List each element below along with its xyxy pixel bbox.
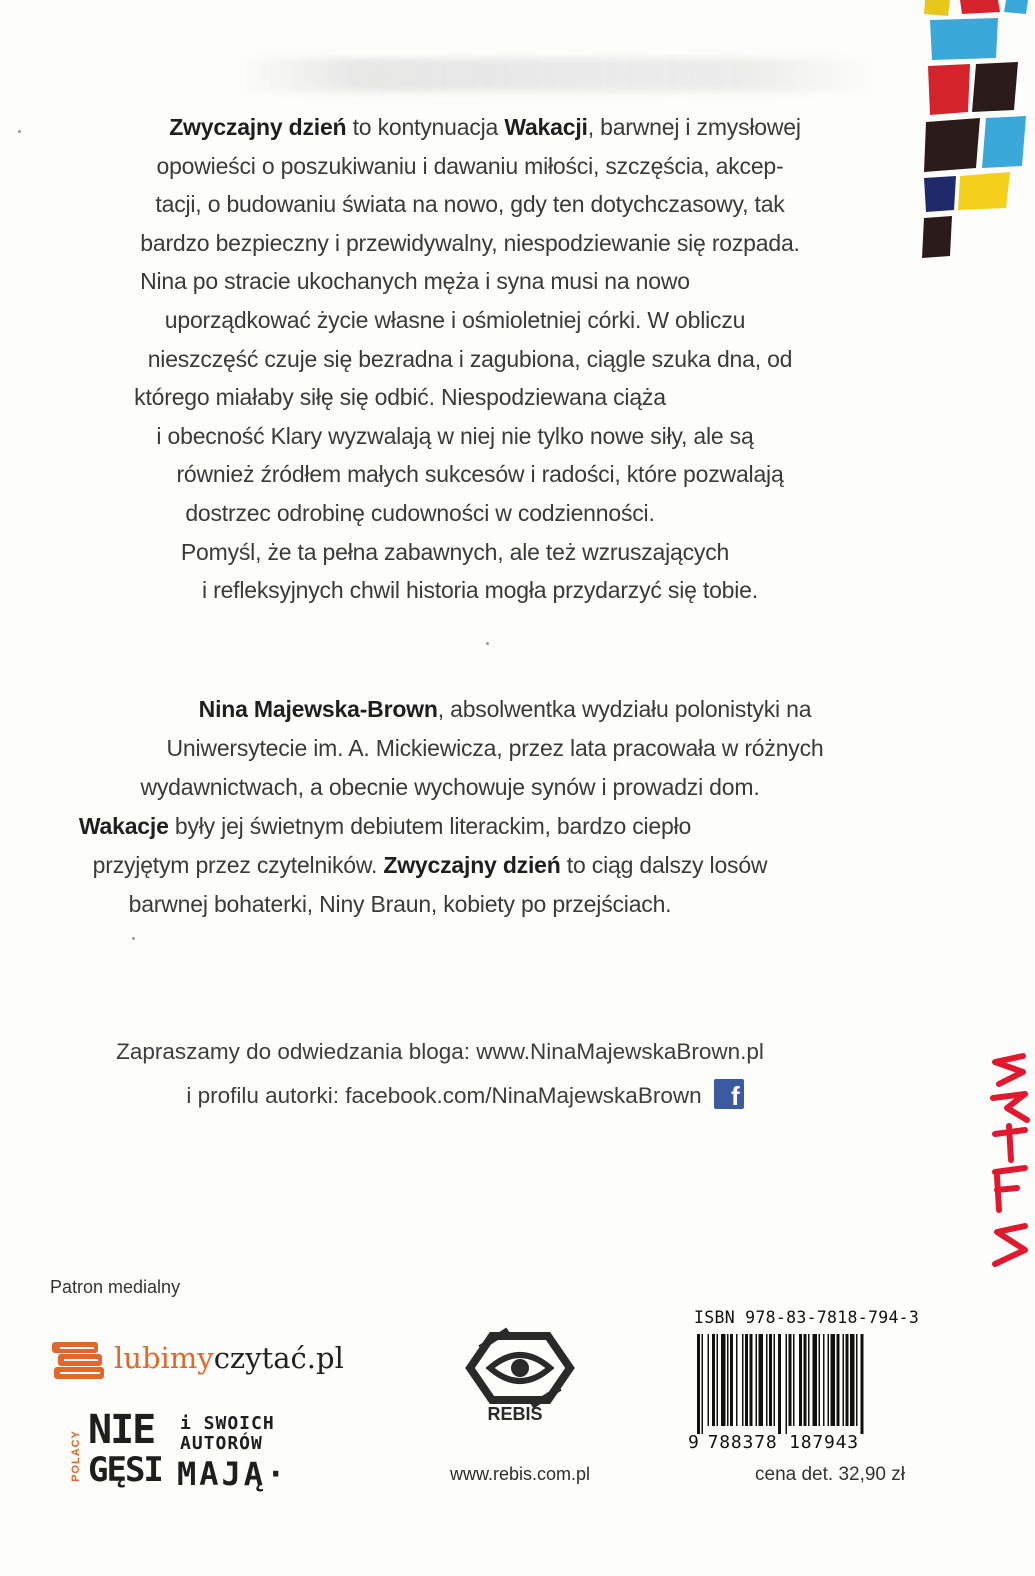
lubimyczytac-wordmark: lubimyczytać.pl bbox=[114, 1341, 344, 1375]
barcode-bar bbox=[766, 1334, 768, 1426]
ean-digits: 9 788378 187943 bbox=[688, 1432, 859, 1453]
bio-line-5: przyjętym przez czytelników. Zwyczajny dzień to ciąg dalszy losów bbox=[92, 852, 768, 878]
polacy-label: POLACY bbox=[70, 1430, 82, 1482]
blurb-line-4: bardzo bezpieczny i przewidywalny, niespodziewanie się rozpada. bbox=[140, 229, 800, 256]
retail-price: cena det. 32,90 zł bbox=[755, 1464, 905, 1485]
blurb-line-1: Zwyczajny dzień to kontynuacja Wakacji, barwnej i zmysłowej bbox=[169, 114, 801, 140]
gesi-word: GĘSI bbox=[88, 1450, 162, 1490]
barcode-bar bbox=[804, 1334, 807, 1426]
barcode-bar bbox=[808, 1334, 810, 1426]
speck bbox=[18, 130, 21, 133]
handwritten-red-marker-note bbox=[985, 1050, 1035, 1290]
bio-line-1: Nina Majewska-Brown, absolwentka wydziału polonistyki na bbox=[198, 696, 812, 722]
barcode-bar bbox=[823, 1334, 825, 1426]
barcode-bar bbox=[742, 1334, 744, 1426]
barcode-bar bbox=[745, 1334, 748, 1426]
barcode-bar bbox=[727, 1334, 729, 1426]
autorow-word: AUTORÓW bbox=[180, 1433, 263, 1454]
colorful-ribbon-decoration bbox=[910, 0, 1035, 270]
media-patron-label: Patron medialny bbox=[50, 1277, 181, 1297]
barcode-bar bbox=[786, 1334, 788, 1434]
barcode-bar bbox=[736, 1334, 738, 1426]
blurb-line-7: nieszczęść czuje się bezradna i zagubiona, ciągle szuka dna, od bbox=[147, 345, 793, 372]
facebook-profile-line bbox=[70, 1074, 830, 1118]
barcode-bar bbox=[756, 1334, 758, 1426]
bio-line-2: Uniwersytecie im. A. Mickiewicza, przez lata pracowała w różnych bbox=[166, 735, 824, 761]
isbn-number: ISBN 978-83-7818-794-3 bbox=[694, 1308, 920, 1327]
barcode-bar bbox=[850, 1334, 855, 1426]
speck bbox=[132, 937, 135, 940]
faded-print-ghost bbox=[235, 58, 875, 92]
barcode-bar bbox=[828, 1334, 830, 1426]
blurb-line-11: dostrzec odrobinę cudowności w codzienności. bbox=[185, 499, 655, 526]
blog-link[interactable]: Zapraszamy do odwiedzania bloga: www.NinaMajewskaBrown.pl bbox=[116, 1039, 764, 1064]
blurb-line-13: i refleksyjnych chwil historia mogła przydarzyć się tobie. bbox=[202, 577, 758, 604]
books-icon bbox=[50, 1337, 108, 1387]
barcode-bar bbox=[712, 1334, 715, 1426]
blurb-line-9: i obecność Klary wyzwalają w niej nie tylko nowe siły, ale są bbox=[156, 422, 754, 449]
barcode-bar bbox=[856, 1334, 858, 1426]
barcode-bar bbox=[778, 1334, 781, 1434]
polacy-nie-gesi-logo bbox=[52, 1407, 312, 1500]
barcode-bar bbox=[717, 1334, 719, 1426]
publisher-url[interactable]: www.rebis.com.pl bbox=[449, 1464, 591, 1484]
maja-word: MAJĄ· bbox=[177, 1455, 289, 1493]
blurb-line-3: tacji, o budowaniu świata na nowo, gdy ten dotychczasowy, tak bbox=[155, 191, 785, 218]
blurb-line-12: Pomyśl, że ta pełna zabawnych, ale też wzruszających bbox=[180, 538, 730, 565]
bio-line-4: Wakacje były jej świetnym debiutem literackim, bardzo ciepło bbox=[78, 813, 692, 839]
barcode-bar bbox=[831, 1334, 836, 1426]
barcode-bar bbox=[750, 1334, 753, 1426]
barcode-bar bbox=[799, 1334, 802, 1426]
barcode-bar bbox=[837, 1334, 840, 1426]
barcode-bar bbox=[819, 1334, 821, 1426]
blurb-line-8: którego miałaby siłę się odbić. Niespodziewana ciąża bbox=[134, 384, 666, 411]
barcode-bar bbox=[793, 1334, 795, 1426]
barcode-bar bbox=[843, 1334, 845, 1426]
blurb-line-2: opowieści o poszukiwaniu i dawaniu miłości, szczęścia, akcep- bbox=[156, 152, 784, 179]
author-links bbox=[70, 1030, 830, 1118]
barcode-bar bbox=[721, 1334, 726, 1426]
bio-line-3: wydawnictwach, a obecnie wychowuje synów i prowadzi dom. bbox=[140, 774, 760, 800]
lubimyczytac-logo[interactable] bbox=[50, 1337, 350, 1387]
barcode-bar bbox=[774, 1334, 776, 1426]
barcode-bar bbox=[697, 1334, 700, 1434]
i-swoich-word: i SWOICH bbox=[180, 1413, 275, 1434]
barcode-bar bbox=[861, 1334, 864, 1434]
author-bio bbox=[70, 690, 870, 924]
barcode-bar bbox=[730, 1334, 733, 1426]
rebis-wordmark: REBIS bbox=[487, 1404, 543, 1424]
barcode-bar bbox=[702, 1334, 704, 1434]
book-blurb bbox=[70, 108, 870, 610]
speck bbox=[486, 642, 489, 645]
barcode-bar bbox=[789, 1334, 792, 1426]
blurb-line-6: uporządkować życie własne i ośmioletniej córki. W obliczu bbox=[164, 306, 746, 333]
barcode-bar bbox=[708, 1334, 710, 1426]
barcode-bar bbox=[769, 1334, 772, 1426]
ean-barcode bbox=[697, 1334, 903, 1434]
facebook-icon[interactable]: f bbox=[714, 1079, 744, 1109]
nie-word: NIE bbox=[88, 1407, 155, 1453]
blurb-line-10: również źródłem małych sukcesów i radości, które pozwalają bbox=[176, 461, 784, 488]
barcode-bar bbox=[813, 1334, 818, 1426]
blurb-line-5: Nina po stracie ukochanych męża i syna musi na nowo bbox=[140, 268, 690, 295]
barcode-bar bbox=[846, 1334, 849, 1426]
bio-line-6: barwnej bohaterki, Niny Braun, kobiety po przejściach. bbox=[128, 891, 672, 917]
barcode-bar bbox=[759, 1334, 764, 1426]
facebook-profile-link[interactable]: i profilu autorki: facebook.com/NinaMajewskaBrown bbox=[186, 1083, 702, 1108]
